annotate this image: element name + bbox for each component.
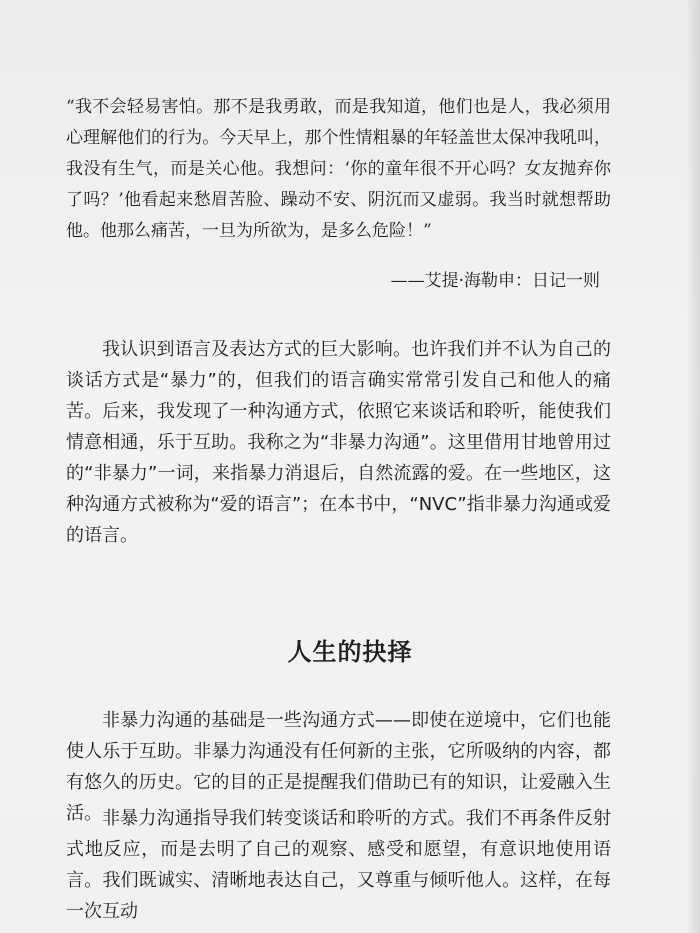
- section-heading: 人生的抉择: [287, 638, 413, 666]
- quote-attribution: ——艾提·海勒申：日记一则: [390, 271, 600, 291]
- opening-quote: “我不会轻易害怕。那不是我勇敢，而是我知道，他们也是人，我必须用心理解他们的行为。今天早上，那个性情粗暴的年轻盖世太保冲我吼叫，我没有生气，而是关心他。我想问：‘你的童年很不开心吗？女友抛弃你了吗？’他看起来愁眉苦脸、躁动不安、阴沉而又虚弱。我当时就想帮助他。他那么痛苦，一旦为所欲为，是多么危险！”: [66, 97, 611, 241]
- intro-paragraph: 我认识到语言及表达方式的巨大影响。也许我们并不认为自己的谈话方式是“暴力”的，但我们的语言确实常常引发自己和他人的痛苦。后来，我发现了一种沟通方式，依照它来谈话和聆听，能使我们情意相通，乐于互助。我称之为“非暴力沟通”。这里借用甘地曾用过的“非暴力”一词，来指暴力消退后，自然流露的爱。在一些地区，这种沟通方式被称为“爱的语言”；在本书中，“NVC”指非暴力沟通或爱的语言。: [66, 339, 611, 546]
- section-paragraph-2: 非暴力沟通指导我们转变谈话和聆听的方式。我们不再条件反射式地反应，而是去明了自己的观察、感受和愿望，有意识地使用语言。我们既诚实、清晰地表达自己，又尊重与倾听他人。这样，在每一次互动: [66, 808, 611, 922]
- page-edge-shadow: [686, 0, 700, 933]
- section-paragraph-1: 非暴力沟通的基础是一些沟通方式——即使在逆境中，它们也能使人乐于互助。非暴力沟通没有任何新的主张，它所吸纳的内容，都有悠久的历史。它的目的正是提醒我们借助已有的知识，让爱融入生活。: [66, 710, 611, 824]
